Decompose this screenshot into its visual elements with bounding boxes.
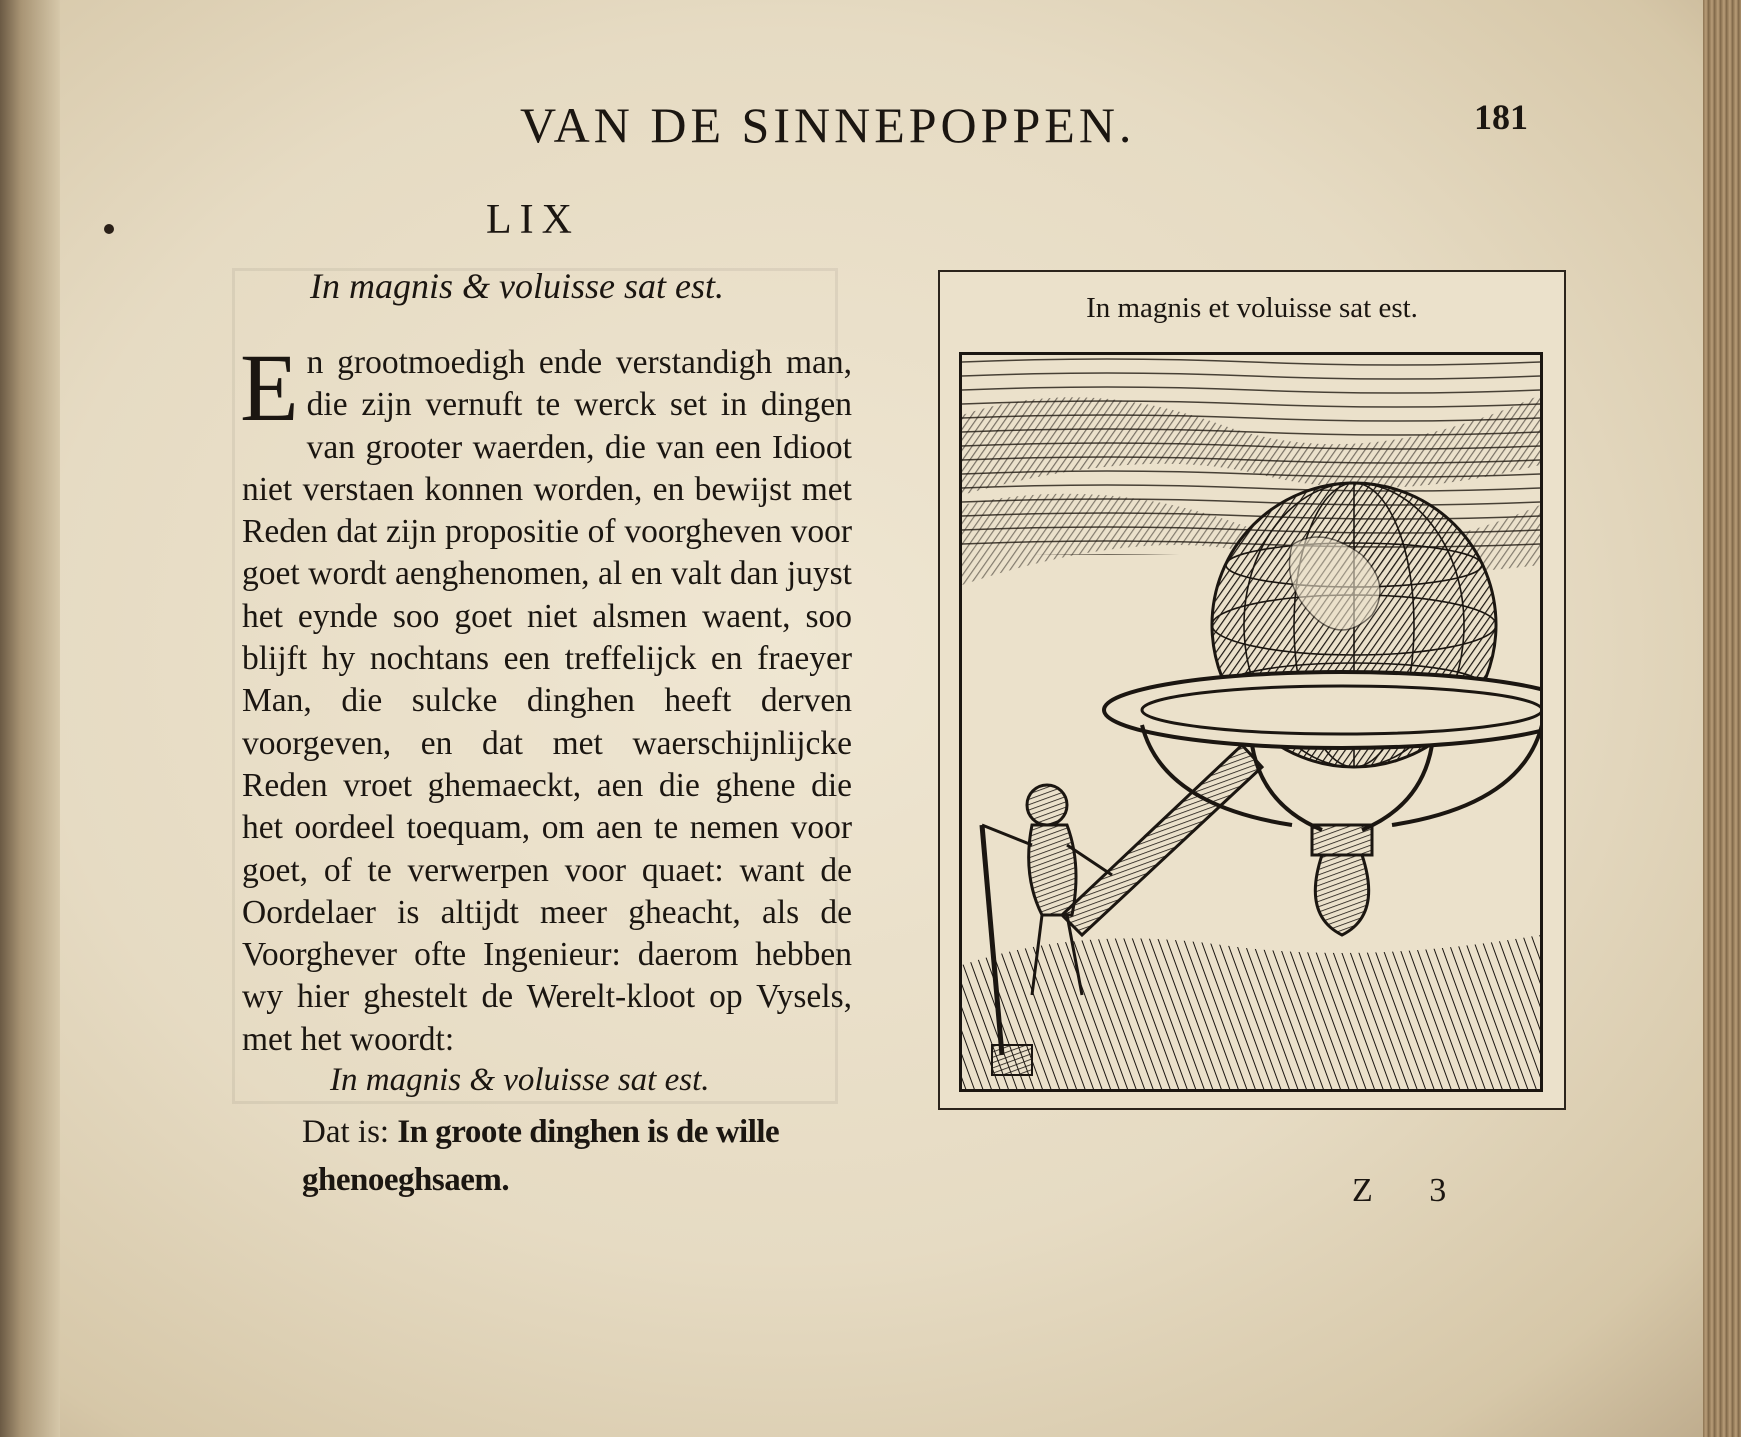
emblem-commentary [240, 334, 852, 1061]
engraving-globe-illustration [959, 352, 1543, 1092]
running-head: VAN DE SINNEPOPPEN. [520, 97, 1136, 153]
emblem-motto: In magnis & voluisse sat est. [310, 266, 724, 306]
emblem-number: LIX [486, 197, 580, 243]
page-fore-edge [1703, 0, 1741, 1437]
motto-repeat: In magnis & voluisse sat est. [330, 1062, 710, 1098]
page-number: 181 [1474, 97, 1528, 137]
engraving-svg [962, 355, 1540, 1089]
commentary-text: n grootmoedigh ende verstandigh man, die zijn vernuft te werck set in dingen van grooter waerden, die van een Idioot niet verstaen konnen worden, en bewijst met Reden dat zijn propositie of voorgheven voor goet wordt aenghenomen, al en valt dan juyst het eynde soo goet niet alsmen waent, soo blijft hy nochtans een treffelijck en fraeyer Man, die sulcke dinghen heeft derven voorgeven, en dat met waerschijnlijcke Reden vroet ghemaeckt, aen die ghene die het oordeel toequam, om aen te nemen voor goet, of te verwerpen voor quaet: want de Oordelaer is altijdt meer gheacht, als de Voorghever ofte Ingenieur: daerom hebben wy hier ghestelt de Werelt-kloot op Vysels, met het woordt: [242, 344, 852, 1058]
plate-motto: In magnis et voluisse sat est. [1086, 292, 1418, 324]
ink-spot [104, 224, 114, 234]
translation-text: In groote dinghen is de wille ghenoeghsaem. [302, 1114, 780, 1198]
ground-hatching [962, 935, 1540, 1089]
horizon-ring [1104, 672, 1540, 748]
signature-mark: Z 3 [1352, 1172, 1471, 1209]
motto-translation [302, 1108, 862, 1204]
emblem-plate [938, 270, 1566, 1110]
drop-cap: E [240, 334, 299, 441]
translation-label: Dat is: [302, 1114, 390, 1150]
stand-collar [1312, 825, 1372, 855]
vice-screw-base [992, 1045, 1032, 1075]
book-gutter [0, 0, 60, 1437]
